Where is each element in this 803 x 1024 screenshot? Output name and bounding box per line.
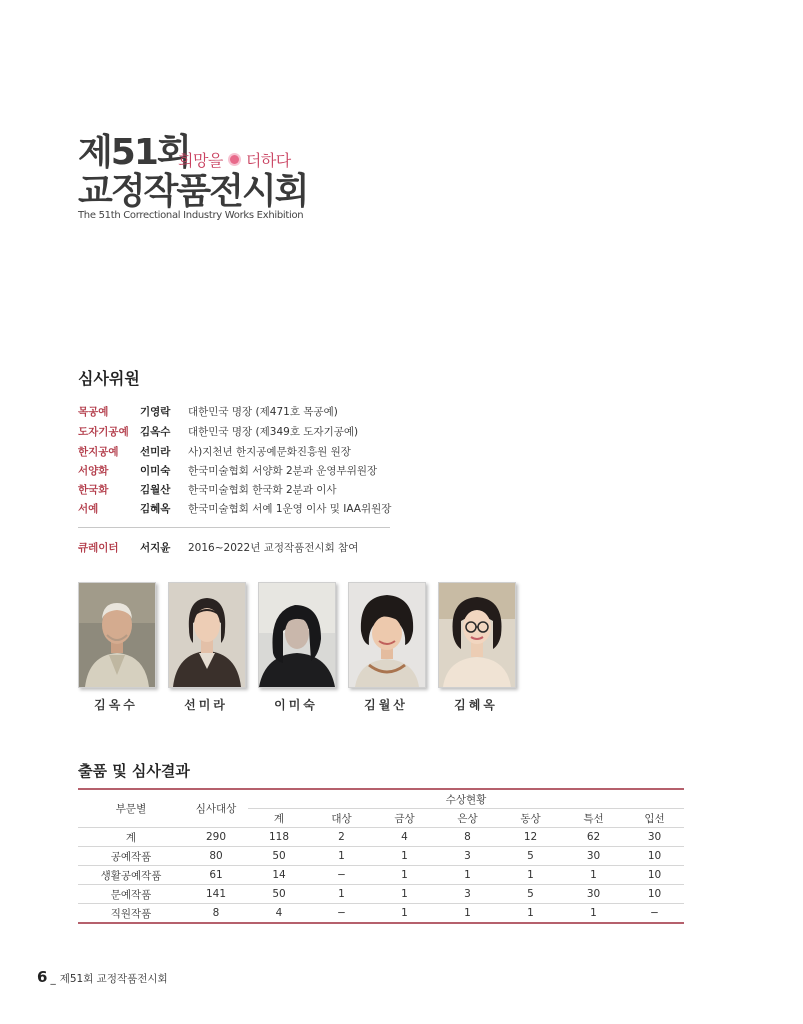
table-cell: 1	[373, 866, 436, 885]
judge-category: 서양화	[78, 465, 109, 477]
footer-text: 제51회 교정작품전시회	[59, 973, 168, 985]
results-body	[78, 828, 684, 924]
exhibition-title: 교정작품전시회	[78, 171, 308, 212]
header-award-total: 계	[248, 809, 310, 828]
header-silver: 은상	[436, 809, 499, 828]
table-cell: 290	[184, 828, 248, 847]
results-table	[78, 788, 684, 924]
row-division: 공예작품	[78, 847, 184, 866]
table-row	[78, 904, 684, 924]
judge-photo	[78, 582, 156, 688]
row-division: 생활공예작품	[78, 866, 184, 885]
table-cell: 141	[184, 885, 248, 904]
table-cell: 62	[562, 828, 625, 847]
judge-photo	[438, 582, 516, 688]
table-cell: 61	[184, 866, 248, 885]
table-cell: −	[310, 904, 373, 924]
table-cell: 3	[436, 885, 499, 904]
header-bronze: 동상	[499, 809, 562, 828]
table-cell: 1	[310, 847, 373, 866]
slogan-right: 더하다	[245, 151, 291, 170]
table-cell: 1	[562, 904, 625, 924]
header-selected: 입선	[625, 809, 684, 828]
table-cell: 5	[499, 847, 562, 866]
results-heading: 출품 및 심사결과	[78, 762, 190, 780]
table-cell: 4	[373, 828, 436, 847]
judge-description: 한국미술협회 서예 1운영 이사 및 IAA위원장	[188, 503, 392, 515]
table-cell: 1	[373, 847, 436, 866]
table-cell: 14	[248, 866, 310, 885]
table-cell: 1	[499, 904, 562, 924]
exhibition-title-number: 제51회	[78, 132, 190, 173]
judge-description: 한국미술협회 서양화 2분과 운영부위원장	[188, 465, 378, 477]
table-cell: 1	[310, 885, 373, 904]
row-division: 직원작품	[78, 904, 184, 924]
divider	[78, 527, 390, 528]
table-cell: 4	[248, 904, 310, 924]
table-cell: 118	[248, 828, 310, 847]
page-number: 6	[37, 968, 48, 986]
judge-description: 한국미술협회 한국화 2분과 이사	[188, 484, 337, 496]
flower-icon	[230, 155, 239, 164]
table-cell: 1	[373, 904, 436, 924]
judge-name: 이미숙	[140, 465, 171, 477]
header-grand-prize: 대상	[310, 809, 373, 828]
judge-name: 선미라	[140, 446, 171, 458]
table-cell: 50	[248, 847, 310, 866]
table-row	[78, 885, 684, 904]
judge-photo	[258, 582, 336, 688]
table-cell: 8	[436, 828, 499, 847]
header-gold: 금상	[373, 809, 436, 828]
table-row	[78, 828, 684, 847]
judge-category: 목공예	[78, 406, 109, 418]
table-cell: 30	[562, 847, 625, 866]
table-cell: 30	[625, 828, 684, 847]
slogan	[178, 148, 291, 171]
table-cell: 1	[436, 904, 499, 924]
judge-description: 사)지천년 한지공예문화진흥원 원장	[188, 446, 351, 458]
judge-category: 서예	[78, 503, 99, 515]
table-cell: 2	[310, 828, 373, 847]
header-division: 부문별	[78, 789, 184, 828]
judge-category: 한지공예	[78, 446, 119, 458]
table-cell: 1	[436, 866, 499, 885]
table-cell: 10	[625, 866, 684, 885]
table-cell: 80	[184, 847, 248, 866]
table-cell: 3	[436, 847, 499, 866]
judge-photo-name: 김월산	[364, 698, 408, 712]
table-cell: 8	[184, 904, 248, 924]
table-cell: −	[310, 866, 373, 885]
table-cell: 1	[499, 866, 562, 885]
table-cell: 30	[562, 885, 625, 904]
table-cell: 1	[562, 866, 625, 885]
row-division: 계	[78, 828, 184, 847]
judge-name: 김혜옥	[140, 503, 171, 515]
header-entries: 심사대상	[184, 789, 248, 828]
judge-photo-name: 이미숙	[274, 698, 318, 712]
judge-photo	[348, 582, 426, 688]
curator-description: 2016~2022년 교정작품전시회 참여	[188, 542, 359, 554]
curator-name: 서지윤	[140, 542, 171, 554]
table-row	[78, 847, 684, 866]
header-awards: 수상현황	[248, 789, 684, 809]
judge-photo-name: 선미라	[184, 698, 228, 712]
judge-description: 대한민국 명장 (제471호 목공예)	[188, 406, 338, 418]
table-cell: 10	[625, 847, 684, 866]
judge-category: 한국화	[78, 484, 109, 496]
table-cell: 5	[499, 885, 562, 904]
exhibition-subtitle: The 51th Correctional Industry Works Exhibition	[78, 210, 304, 221]
judge-name: 기영락	[140, 406, 171, 418]
curator-category: 큐레이터	[78, 542, 119, 554]
judge-description: 대한민국 명장 (제349호 도자기공예)	[188, 426, 359, 438]
judge-photo-name: 김옥수	[94, 698, 138, 712]
table-cell: 1	[373, 885, 436, 904]
footer-separator: _	[50, 973, 56, 985]
judges-heading: 심사위원	[78, 369, 140, 388]
judge-name: 김옥수	[140, 426, 171, 438]
header-special: 특선	[562, 809, 625, 828]
table-row	[78, 866, 684, 885]
table-cell: 50	[248, 885, 310, 904]
row-division: 문예작품	[78, 885, 184, 904]
judge-photo	[168, 582, 246, 688]
judge-photo-name: 김혜옥	[454, 698, 498, 712]
judge-name: 김월산	[140, 484, 171, 496]
table-cell: 10	[625, 885, 684, 904]
table-cell: 12	[499, 828, 562, 847]
page-footer	[37, 968, 168, 986]
slogan-left: 희망을	[178, 151, 223, 170]
table-cell: −	[625, 904, 684, 924]
judge-category: 도자기공예	[78, 426, 129, 438]
